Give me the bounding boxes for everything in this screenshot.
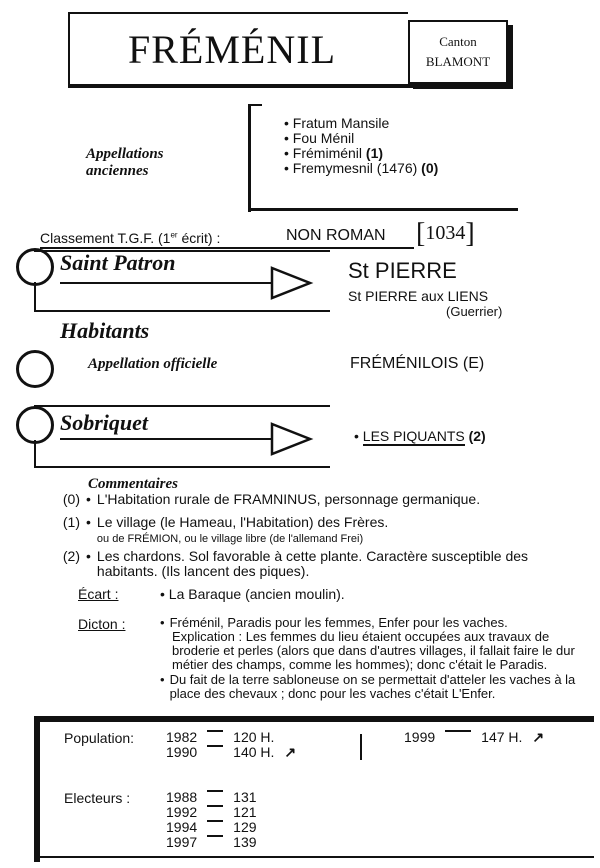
electeurs-rows (166, 790, 257, 850)
commentaires-list (58, 492, 592, 579)
sobriquet-title: Sobriquet (60, 410, 149, 435)
dicton-label: Dicton : (78, 616, 126, 632)
canton-name: BLAMONT (425, 54, 491, 69)
list-item: • Frémiménil (1) (284, 146, 438, 161)
saint-patron-sub: St PIERRE aux LIENS (348, 288, 489, 304)
list-item: • Fremymesnil (1476) (0) (284, 161, 438, 176)
saint-patron-note: (Guerrier) (446, 304, 503, 319)
saint-patron-bottom-line (34, 310, 330, 312)
population-divider (360, 734, 362, 760)
appellations-title: Appellations anciennes (86, 146, 164, 179)
saint-patron-title: Saint Patron (60, 250, 176, 275)
town-title: FRÉMÉNIL (128, 27, 336, 72)
arrow-up-right-icon: ↗ (284, 744, 297, 760)
appellations-list (284, 116, 438, 176)
table-row: 1982 120 H. (166, 729, 275, 745)
dicton-line: • Fréménil, Paradis pour les femmes, Enfer pour les vaches. (160, 615, 508, 630)
ecart-label: Écart : (78, 586, 119, 602)
population-rows (166, 730, 296, 760)
sobriquet-value: • LES PIQUANTS (2) (354, 428, 486, 444)
canton-label: Canton (439, 34, 477, 49)
table-row: 1990 140 H. ↗ (166, 744, 297, 760)
official-label: Appellation officielle (88, 356, 218, 372)
commentaires-title: Commentaires (88, 476, 179, 492)
habitants-bullet (16, 350, 54, 388)
table-row: 1992 121 (166, 804, 257, 820)
table-row: 1997 139 (166, 834, 257, 850)
dicton-line: • Du fait de la terre sabloneuse on se permettait d'atteler les vaches à la place des chevaux ; donc pour les vaches c'était L'Enfer. (160, 672, 576, 701)
arrow-right-icon (270, 422, 314, 456)
sobriquet-bottom-line (34, 466, 330, 468)
sobriquet-bullet (16, 406, 54, 444)
arrow-up-right-icon: ↗ (532, 729, 545, 745)
habitants-title: Habitants (60, 318, 150, 343)
ecart-value: • La Baraque (ancien moulin). (160, 586, 345, 602)
list-item: (1) • Le village (le Hameau, l'Habitation) des Frères. ou de FRÉMION, ou le village libre (de l'allemand Frei) (62, 514, 389, 545)
classement-code: [1034] (416, 218, 475, 249)
electeurs-label: Electeurs : (64, 790, 131, 806)
table-row: 1994 129 (166, 819, 257, 835)
saint-patron-bullet (16, 248, 54, 286)
population-right: 1999 147 H. ↗ (404, 729, 545, 745)
table-row: 1988 131 (166, 789, 257, 805)
canton-box (408, 20, 508, 84)
population-label: Population: (64, 730, 135, 746)
sobriquet-left-line (34, 440, 36, 468)
sobriquet-arrow-shaft (60, 438, 272, 440)
classement-value: NON ROMAN (286, 227, 386, 244)
official-value: FRÉMÉNILOIS (E) (350, 355, 485, 372)
list-item: • Fou Ménil (284, 131, 438, 146)
saint-patron-arrow-shaft (60, 282, 272, 284)
list-item: • Fratum Mansile (284, 116, 438, 131)
sobriquet-top-line (34, 405, 330, 407)
dicton-body (160, 616, 596, 701)
list-item: (0) • L'Habitation rurale de FRAMNINUS, personnage germanique. (62, 491, 481, 507)
arrow-right-icon (270, 266, 314, 300)
saint-patron-left-line (34, 282, 36, 312)
dicton-explication: Explication : Les femmes du lieu étaient occupées aux travaux de broderie et perles (alors que dans d'autres villages, il fallait faire le dur métier des champs, comme les hommes); donc c'était le Paradis. (172, 629, 575, 672)
saint-patron-name: St PIERRE (348, 258, 457, 283)
classement-label: Classement T.G.F. (1er écrit) : (40, 230, 221, 246)
list-item: (2) • Les chardons. Sol favorable à cette plante. Caractère susceptible des habitants. (Ils lancent des piques). (62, 548, 529, 579)
classement-underline (40, 247, 414, 249)
